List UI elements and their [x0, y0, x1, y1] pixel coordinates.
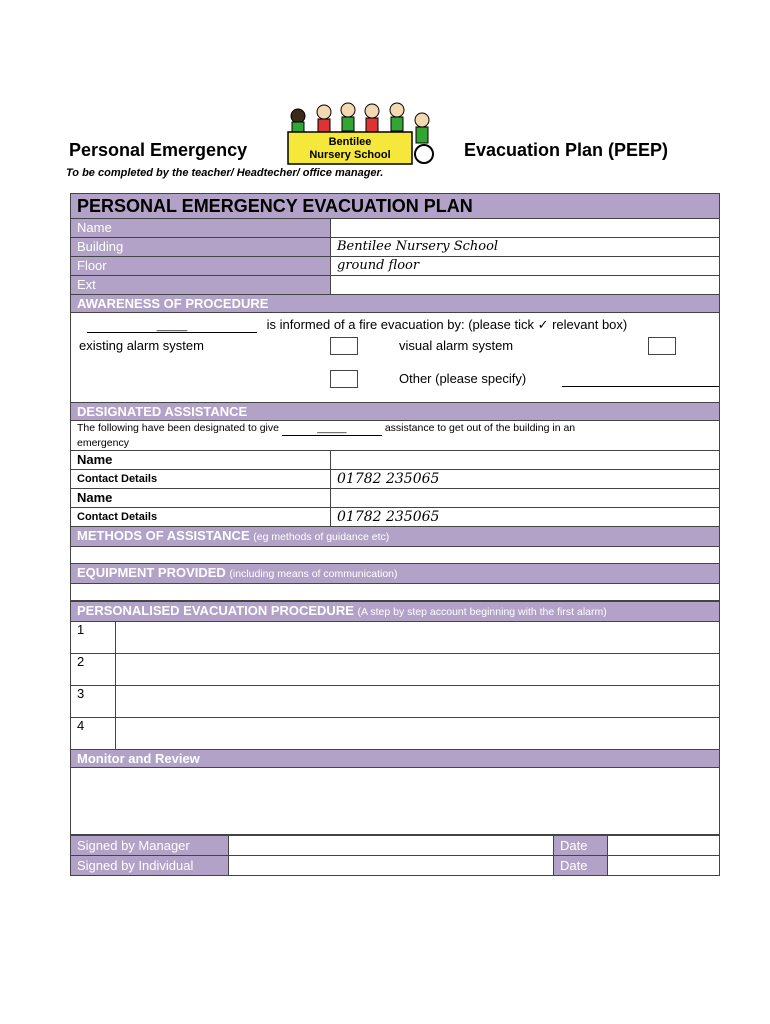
assistance-type-blank[interactable]: _____ [282, 421, 382, 436]
awareness-section [71, 313, 720, 403]
logo-line2: Nursery School [309, 149, 391, 161]
person-name-blank[interactable]: _____ [87, 320, 257, 333]
ext-field[interactable] [331, 276, 720, 295]
step-3-field[interactable] [116, 686, 720, 718]
individual-signature-field[interactable] [229, 856, 554, 876]
other-specify-field[interactable] [562, 371, 719, 387]
opt-existing-label: existing alarm system [79, 338, 204, 353]
procedure-note: (A step by step account beginning with the first alarm) [357, 606, 607, 618]
school-logo [284, 102, 434, 168]
step-number: 2 [71, 654, 116, 686]
building-field[interactable]: Bentilee Nursery School [331, 238, 720, 257]
equipment-field[interactable] [71, 584, 720, 601]
title-right: Evacuation Plan (PEEP) [464, 140, 669, 160]
step-number: 4 [71, 718, 116, 750]
assistance-text-b: assistance to get out of the building in an [384, 422, 576, 434]
step-4-field[interactable] [116, 718, 720, 750]
manager-signature-field[interactable] [229, 836, 554, 856]
peep-form [70, 193, 719, 876]
assistant2-contact-label: Contact Details [71, 508, 331, 527]
review-field[interactable] [71, 768, 720, 835]
subtitle: To be completed by the teacher/ Headtecher/ office manager. [66, 167, 384, 179]
details-table [70, 193, 720, 601]
name-field[interactable] [331, 219, 720, 238]
opt-visual-label: visual alarm system [399, 338, 514, 353]
assistance-text-a: The following have been designated to give [77, 422, 279, 434]
assistant1-name-label: Name [71, 451, 331, 470]
procedure-heading: PERSONALISED EVACUATION PROCEDURE (A step by step account beginning with the first alarm) [71, 602, 720, 622]
individual-date-field[interactable] [608, 856, 720, 876]
step-2-field[interactable] [116, 654, 720, 686]
informed-text: is informed of a fire evacuation by: (please tick ✓ relevant box) [266, 317, 628, 332]
awareness-heading: AWARENESS OF PROCEDURE [71, 295, 720, 313]
existing-alarm-checkbox[interactable] [330, 337, 358, 355]
methods-field[interactable] [71, 547, 720, 564]
procedure-table [70, 601, 720, 835]
assistance-text [71, 421, 720, 451]
signed-individual-label: Signed by Individual [71, 856, 229, 876]
opt-other-label: Other (please specify) [399, 371, 527, 386]
floor-label: Floor [71, 257, 331, 276]
assistant1-name-field[interactable] [331, 451, 720, 470]
title-left: Personal Emergency [69, 140, 248, 160]
methods-heading: METHODS OF ASSISTANCE (eg methods of guidance etc) [71, 527, 720, 547]
equipment-note: (including means of communication) [229, 568, 398, 580]
other-checkbox[interactable] [330, 370, 358, 388]
date-label: Date [554, 856, 608, 876]
manager-date-field[interactable] [608, 836, 720, 856]
name-label: Name [71, 219, 331, 238]
assistance-heading: DESIGNATED ASSISTANCE [71, 403, 720, 421]
review-heading: Monitor and Review [71, 750, 720, 768]
assistant1-contact-field[interactable]: 01782 235065 [331, 470, 720, 489]
step-number: 1 [71, 622, 116, 654]
building-label: Building [71, 238, 331, 257]
signed-manager-label: Signed by Manager [71, 836, 229, 856]
visual-alarm-checkbox[interactable] [648, 337, 676, 355]
floor-field[interactable]: ground floor [331, 257, 720, 276]
step-1-field[interactable] [116, 622, 720, 654]
step-number: 3 [71, 686, 116, 718]
date-label: Date [554, 836, 608, 856]
assistant1-contact-label: Contact Details [71, 470, 331, 489]
assistance-text-c: emergency [77, 437, 129, 449]
assistant2-name-label: Name [71, 489, 331, 508]
assistant2-name-field[interactable] [331, 489, 720, 508]
ext-label: Ext [71, 276, 331, 295]
form-title: PERSONAL EMERGENCY EVACUATION PLAN [71, 194, 720, 219]
assistant2-contact-field[interactable]: 01782 235065 [331, 508, 720, 527]
logo-line1: Bentilee [328, 136, 372, 148]
signature-table [70, 835, 720, 876]
methods-note: (eg methods of guidance etc) [253, 531, 390, 543]
equipment-heading: EQUIPMENT PROVIDED (including means of communication) [71, 564, 720, 584]
